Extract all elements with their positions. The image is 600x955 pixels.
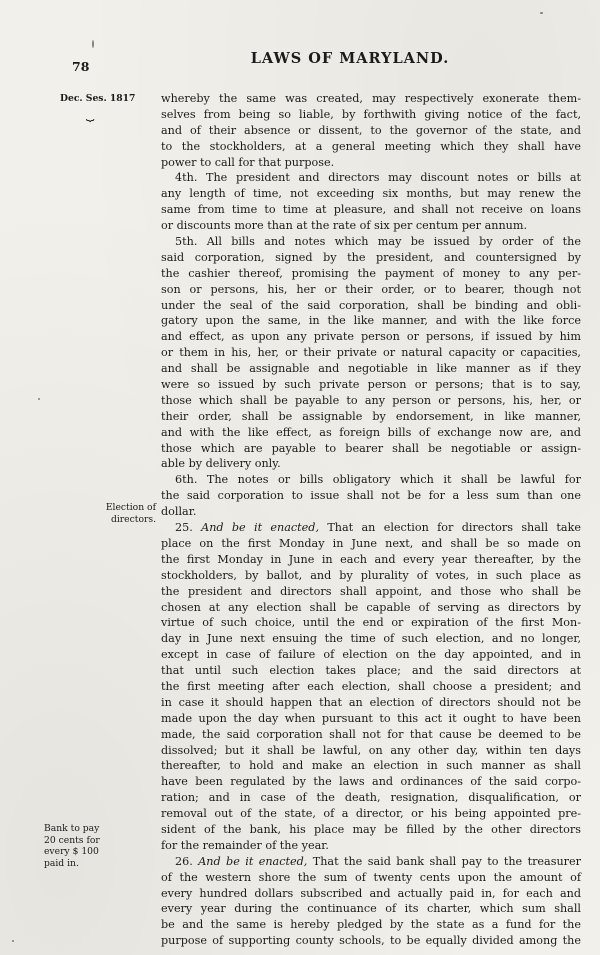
text-line: [161, 155, 581, 171]
text-line: [161, 425, 581, 441]
scan-speck: [540, 12, 543, 14]
text-line: [161, 123, 581, 139]
text-line: [161, 329, 581, 345]
text-line: [161, 758, 581, 774]
line-text: under the seal of the said corporation, shall be binding and obli-: [161, 298, 581, 312]
text-line: [161, 441, 581, 457]
text-line: [161, 568, 581, 584]
margin-notes: [0, 0, 165, 955]
text-line: [161, 711, 581, 727]
text-line: [161, 854, 581, 870]
text-line: [161, 790, 581, 806]
line-text: that until such election takes place; and the said directors at: [161, 664, 581, 678]
text-line: [161, 647, 581, 663]
text-line: [161, 218, 581, 234]
election-of-directors-note: Election of directors.: [105, 502, 156, 525]
line-text: able by delivery only.: [161, 457, 281, 471]
line-text: be and the same is hereby pledged by the state as a fund for the: [161, 918, 581, 932]
line-text: to the stockholders, at a general meeting which they shall have: [161, 139, 581, 153]
line-text: were so issued by such private person or persons; that is to say,: [161, 378, 581, 392]
line-text: in case it should happen that an election of directors should not be: [161, 695, 581, 709]
line-text: the first meeting after each election, shall choose a president; and: [161, 679, 581, 693]
scan-speck: [12, 940, 14, 942]
line-text: son or persons, his, her or their order, or to bearer, though not: [161, 282, 581, 296]
text-line: [161, 917, 581, 933]
line-text: chosen at any election shall be capable of serving as directors by: [161, 600, 581, 614]
line-text: 4th. The president and directors may discount notes or bills at: [175, 171, 581, 185]
line-text: of the western shore the sum of twenty cents upon the amount of: [161, 870, 581, 884]
text-line: [161, 488, 581, 504]
line-text: sident of the bank, his place may be filled by the other directors: [161, 822, 581, 836]
line-text: removal out of the state, of a director, or his being appointed pre-: [161, 807, 581, 821]
line-text: the cashier thereof, promising the payment of money to any per-: [161, 266, 581, 280]
text-line: [161, 536, 581, 552]
line-text: dissolved; but it shall be lawful, on any other day, within ten days: [161, 743, 581, 757]
bank-payment-note: Bank to pay 20 cents for every $ 100 paid in.: [44, 823, 100, 869]
line-text: every hundred dollars subscribed and actually paid in, for each and: [161, 886, 581, 900]
text-line: [161, 663, 581, 679]
line-text: dollar.: [161, 505, 197, 519]
line-text: except in case of failure of election on the day appointed, and in: [161, 648, 581, 662]
line-text: their order, shall be assignable by endorsement, in like manner,: [161, 409, 581, 423]
line-text: That the said bank shall pay to the treasurer: [307, 854, 581, 868]
line-text: for the remainder of the year.: [161, 838, 329, 852]
line-text: any length of time, not exceeding six months, but may renew the: [161, 187, 581, 201]
text-line: [161, 234, 581, 250]
line-text: selves from being so liable, by forthwith giving notice of the fact,: [161, 107, 581, 121]
line-text: 6th. The notes or bills obligatory which it shall be lawful for: [175, 473, 581, 487]
scan-speck: [38, 398, 40, 400]
text-line: [161, 615, 581, 631]
text-line: [161, 520, 581, 536]
line-text: or discounts more than at the rate of six per centum per annum.: [161, 219, 528, 233]
brace-mark-icon: ⏟: [86, 106, 95, 122]
enactment-clause: And be it enacted,: [198, 854, 308, 868]
enactment-clause: And be it enacted,: [201, 521, 320, 535]
scan-speck: [92, 40, 94, 48]
text-line: [161, 600, 581, 616]
text-line: [161, 139, 581, 155]
text-line: [161, 886, 581, 902]
text-line: [161, 202, 581, 218]
text-line: [161, 313, 581, 329]
text-line: [161, 806, 581, 822]
text-line: [161, 901, 581, 917]
text-line: [161, 393, 581, 409]
line-text: stockholders, by ballot, and by plurality of votes, in such place as: [161, 568, 581, 582]
text-line: [161, 933, 581, 949]
line-text: That an election for directors shall take: [319, 521, 581, 535]
text-line: [161, 266, 581, 282]
text-line: [161, 298, 581, 314]
text-line: [161, 695, 581, 711]
line-text: or them in his, her, or their private or natural capacity or capacities,: [161, 346, 581, 360]
text-line: [161, 552, 581, 568]
line-text: place on the first Monday in June next, and shall be so made on: [161, 536, 581, 550]
text-line: [161, 91, 581, 107]
session-date-note: Dec. Ses. 1817: [60, 93, 136, 104]
line-text: ration; and in case of the death, resignation, disqualification, or: [161, 791, 581, 805]
text-line: [161, 727, 581, 743]
line-text: gatory upon the same, in the like manner, and with the like force: [161, 314, 581, 328]
line-text: and effect, as upon any private person or persons, if issued by him: [161, 330, 581, 344]
section-number: 26.: [175, 854, 199, 868]
line-text: the president and directors shall appoint, and those who shall be: [161, 584, 581, 598]
text-line: [161, 361, 581, 377]
line-text: said corporation, signed by the president, and countersigned by: [161, 250, 581, 264]
line-text: and of their absence or dissent, to the governor of the state, and: [161, 123, 581, 137]
line-text: every year during the continuance of its charter, which sum shall: [161, 902, 581, 916]
running-title: LAWS OF MARYLAND.: [250, 50, 450, 67]
text-line: [161, 170, 581, 186]
text-line: [161, 774, 581, 790]
line-text: day in June next ensuing the time of such election, and no longer,: [161, 632, 581, 646]
line-text: and with the like effect, as foreign bills of exchange now are, and: [161, 425, 581, 439]
text-line: [161, 679, 581, 695]
line-text: those which are payable to bearer shall be negotiable or assign-: [161, 441, 581, 455]
line-text: and shall be assignable and negotiable in like manner as if they: [161, 362, 581, 376]
text-line: [161, 107, 581, 123]
line-text: made upon the day when pursuant to this act it ought to have been: [161, 711, 581, 725]
text-line: [161, 282, 581, 298]
line-text: the first Monday in June in each and every year thereafter, by the: [161, 552, 581, 566]
text-line: [161, 838, 581, 854]
page-number: 78: [72, 59, 90, 74]
text-line: [161, 822, 581, 838]
line-text: 5th. All bills and notes which may be issued by order of the: [175, 235, 581, 249]
line-text: have been regulated by the laws and ordinances of the said corpo-: [161, 775, 581, 789]
line-text: those which shall be payable to any person or persons, his, her, or: [161, 393, 581, 407]
line-text: purpose of supporting county schools, to be equally divided among the: [161, 934, 581, 948]
line-text: same from time to time at pleasure, and shall not receive on loans: [161, 203, 581, 217]
text-line: [161, 409, 581, 425]
text-line: [161, 631, 581, 647]
text-line: [161, 504, 581, 520]
text-line: [161, 472, 581, 488]
text-line: [161, 250, 581, 266]
line-text: thereafter, to hold and make an election in such manner as shall: [161, 759, 581, 773]
body-text: [161, 91, 581, 949]
line-text: whereby the same was created, may respectively exonerate them-: [161, 92, 581, 105]
line-text: power to call for that purpose.: [161, 155, 335, 169]
section-number: 25.: [175, 521, 202, 535]
text-line: [161, 186, 581, 202]
text-line: [161, 870, 581, 886]
line-text: the said corporation to issue shall not be for a less sum than one: [161, 489, 581, 503]
text-line: [161, 345, 581, 361]
line-text: virtue of such choice, until the end or expiration of the first Mon-: [161, 616, 581, 630]
text-line: [161, 743, 581, 759]
text-line: [161, 377, 581, 393]
line-text: made, the said corporation shall not for that cause be deemed to be: [161, 727, 581, 741]
text-line: [161, 584, 581, 600]
text-line: [161, 456, 581, 472]
